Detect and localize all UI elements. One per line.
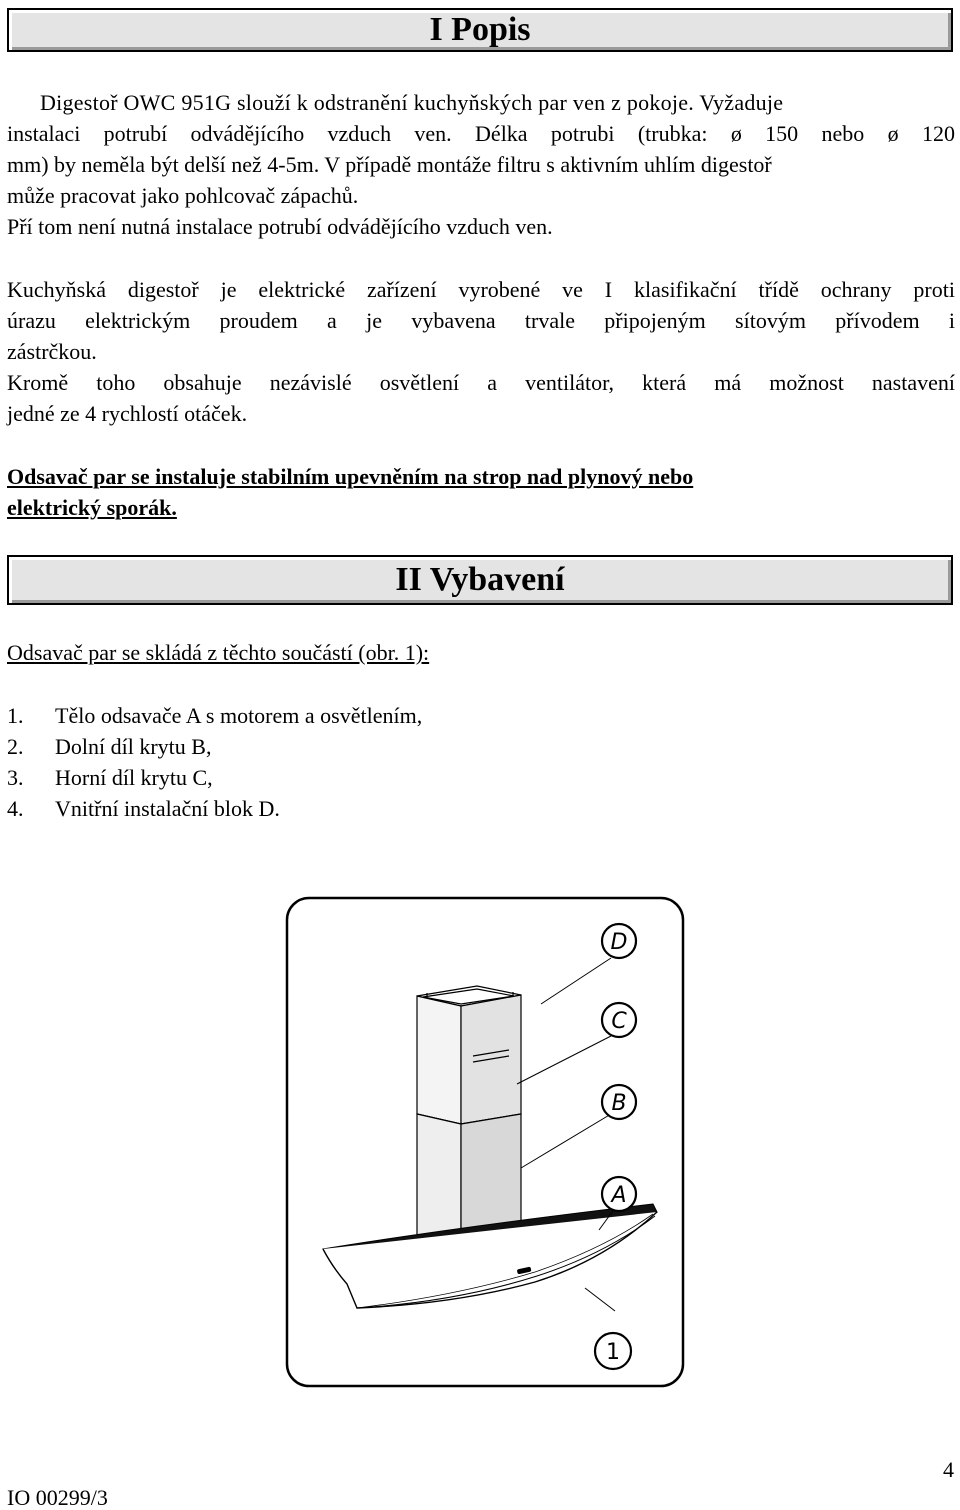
text-line: mm) by neměla být delší než 4-5m. V případě montáže filtru s aktivním uhlím digestoř [7,152,772,177]
text-line: elektrický sporák. [7,495,177,520]
parts-intro [7,637,955,668]
section-heading-popis [7,8,953,52]
section-title: I Popis [429,11,531,48]
text-line: Kromě toho obsahuje nezávislé osvětlení a ventilátor, která má možnost nastavení [7,370,955,395]
text-line: instalaci potrubí odvádějícího vzduch ven. Délka potrubi (trubka: ø 150 nebo ø 120 [7,121,955,146]
text-line: jedné ze 4 rychlostí otáček. [7,401,248,426]
figure-number: 1 [606,1340,620,1365]
list-item: 2. Dolní díl krytu B, [7,734,212,759]
range-hood-figure [285,896,685,1388]
section-title: II Vybavení [395,561,565,598]
intro-paragraph [7,87,955,242]
parts-list [7,700,422,824]
text-line: Pří tom není nutná instalace potrubí odvádějícího vzduch ven. [7,214,553,239]
page-number: 4 [943,1457,954,1482]
description-paragraph [7,274,955,429]
list-item: 4. Vnitřní instalační blok D. [7,796,280,821]
list-item: 3. Horní díl krytu C, [7,765,213,790]
installation-note [7,461,955,523]
label-d: D [610,930,628,955]
label-a: A [611,1183,627,1208]
document-code: IO 00299/3 [7,1485,108,1510]
section-heading-vybaveni [7,555,953,605]
list-item: 1. Tělo odsavače A s motorem a osvětlením, [7,703,423,728]
text-line: může pracovat jako pohlcovač zápachů. [7,183,359,208]
label-c: C [611,1009,627,1034]
text-line: úrazu elektrickým proudem a je vybavena trvale připojeným sítovým přívodem i [7,308,955,333]
text-line: Digestoř OWC 951G slouží k odstranění kuchyňských par ven z pokoje. Vyžaduje [40,90,784,115]
text-line: Odsavač par se instaluje stabilním upevněním na strop nad plynový nebo [7,464,694,489]
text-line: Odsavač par se skládá z těchto součástí (obr. 1): [7,640,430,665]
text-line: Kuchyňská digestoř je elektrické zařízení vyrobené ve I klasifikační třídě ochrany proti [7,277,955,302]
text-line: zástrčkou. [7,339,97,364]
label-b: B [611,1091,627,1116]
